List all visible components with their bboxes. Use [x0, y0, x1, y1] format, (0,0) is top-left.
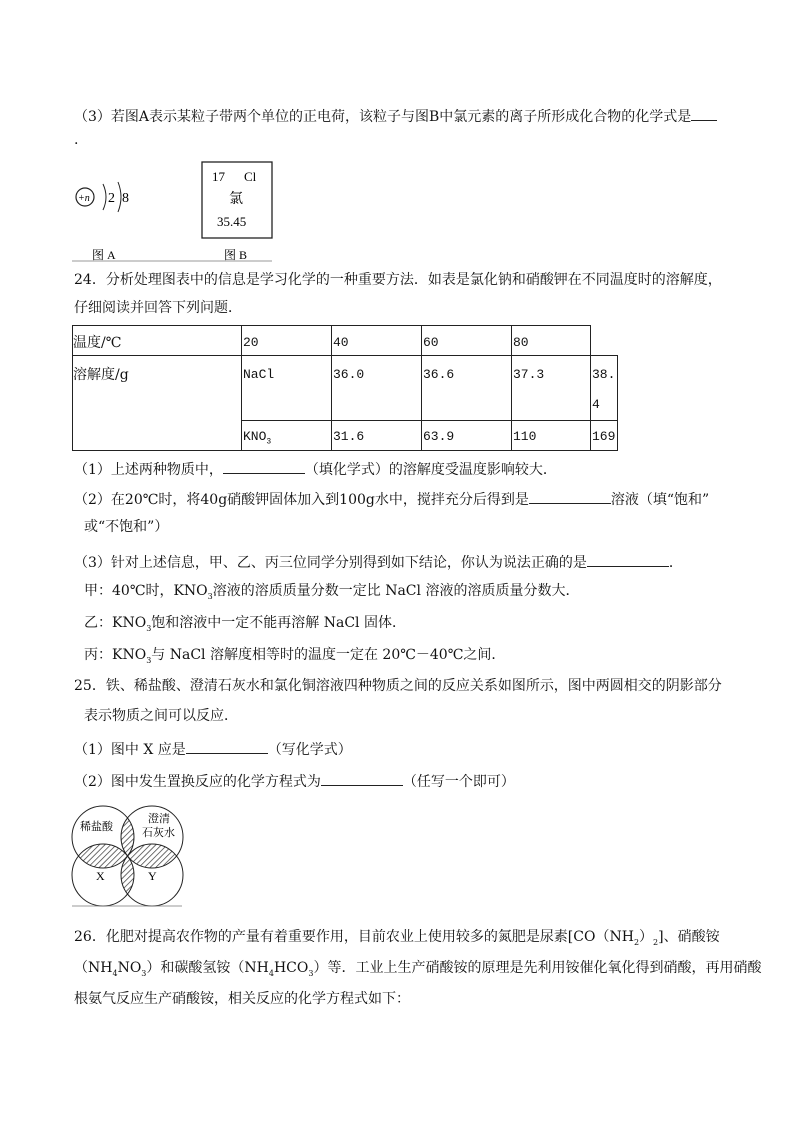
- q23-dot: .: [74, 132, 79, 148]
- temp-60: 60: [423, 335, 439, 350]
- q26-line2: $(NH_4NO_3)$和碳酸氢铵$(NH_4HCO_3)$等．工业上生产硝酸铵的原理是先利用铵催化氧化得到硝酸，再用硝酸: [74, 960, 762, 978]
- answer-blank[interactable]: [223, 457, 305, 474]
- figure-a-caption: 图 A: [92, 248, 116, 262]
- kno3-60: 110: [513, 429, 537, 444]
- answer-blank[interactable]: [186, 737, 268, 754]
- nacl-80-wrap: 4: [592, 397, 600, 412]
- q26-line1: 26．化肥对提高农作物的产量有着重要作用，目前农业上使用较多的氮肥是尿素$[CO(NH_2)_2]$、硝酸铵: [74, 929, 720, 947]
- label-limewater-2: 石灰水: [142, 826, 175, 839]
- q24-part2-cont: 或“不饱和”）: [84, 519, 169, 535]
- q24-part2: （2）在20℃时，将40g硝酸钾固体加入到100g水中，搅拌充分后得到是 溶液（填“饱和”: [74, 487, 709, 510]
- atomic-number: 17: [212, 169, 225, 184]
- q24-statement-jia: 甲：40℃时，$KNO_3$溶液的溶质质量分数一定比 NaCl 溶液的溶质质量分数大．: [84, 583, 580, 601]
- reaction-circles-figure: [70, 800, 190, 908]
- nacl-80: 38.: [592, 367, 616, 382]
- answer-blank[interactable]: [321, 769, 403, 786]
- q24-part3: （3）针对上述信息，甲、乙、丙三位同学分别得到如下结论，你认为说法正确的是 ．: [74, 550, 683, 573]
- q24-intro-line2: 仔细阅读并回答下列问题．: [74, 300, 242, 316]
- label-limewater-1: 澄清: [148, 812, 170, 825]
- q23-part3-question: （3）若图A表示某粒子带两个单位的正电荷，该粒子与图B中氯元素的离子所形成化合物的化学式是: [74, 109, 692, 125]
- temp-80: 80: [513, 335, 529, 350]
- kno3-40: 63.9: [423, 429, 455, 444]
- q24-statement-yi: 乙：$KNO_3$饱和溶液中一定不能再溶解 NaCl 固体．: [84, 615, 406, 633]
- nacl-60: 37.3: [513, 367, 545, 382]
- nacl-40: 36.6: [423, 367, 455, 382]
- q24-intro-line1: 24．分析处理图表中的信息是学习化学的一种重要方法．如表是氯化钠和硝酸钾在不同温度时的溶解度，: [74, 272, 722, 288]
- kno3-label: $KNO_3$: [243, 429, 272, 447]
- q23-part3-text: [74, 104, 717, 127]
- shell-arc-1: [103, 184, 106, 210]
- figure-a-atom-diagram: [72, 158, 282, 262]
- nacl-20: 36.0: [333, 367, 365, 382]
- shell-arc-2: [118, 182, 121, 212]
- label-x: X: [96, 869, 105, 883]
- answer-blank[interactable]: [691, 104, 717, 121]
- shell-electrons-2: 8: [122, 191, 129, 206]
- element-symbol: Cl: [244, 169, 257, 184]
- label-hydrochloric-acid: 稀盐酸: [80, 820, 113, 833]
- table-row-label-solubility: 溶解度/g: [73, 367, 129, 383]
- kno3-80: 169: [592, 429, 616, 444]
- atomic-mass: 35.45: [217, 214, 247, 229]
- nucleus-label: +n: [78, 193, 90, 204]
- q25-line1: 25．铁、稀盐酸、澄清石灰水和氯化铜溶液四种物质之间的反应关系如图所示，图中两圆相交的阴影部分: [74, 678, 722, 694]
- kno3-20: 31.6: [333, 429, 365, 444]
- nacl-label: NaCl: [243, 367, 275, 382]
- temp-20: 20: [243, 335, 259, 350]
- shell-electrons-1: 2: [108, 191, 115, 206]
- table-header-temp: 温度/℃: [73, 335, 122, 351]
- q24-statement-bing: 丙：$KNO_3$与 NaCl 溶解度相等时的温度一定在 20℃－40℃之间．: [84, 647, 506, 665]
- label-y: Y: [148, 869, 157, 883]
- figure-b-caption: 图 B: [224, 248, 248, 262]
- answer-blank[interactable]: [529, 487, 611, 504]
- q24-part1: （1）上述两种物质中， （填化学式）的溶解度受温度影响较大．: [74, 457, 557, 480]
- q26-line3: 根氨气反应生产硝酸铵，相关反应的化学方程式如下：: [74, 991, 410, 1007]
- temp-40: 40: [333, 335, 349, 350]
- q25-line2: 表示物质之间可以反应．: [84, 708, 238, 724]
- element-name: 氯: [229, 191, 243, 207]
- answer-blank[interactable]: [587, 550, 669, 567]
- q25-part1: （1）图中 X 应是 （写化学式）: [74, 737, 352, 760]
- q25-part2: （2）图中发生置换反应的化学方程式为 （任写一个即可）: [74, 769, 515, 792]
